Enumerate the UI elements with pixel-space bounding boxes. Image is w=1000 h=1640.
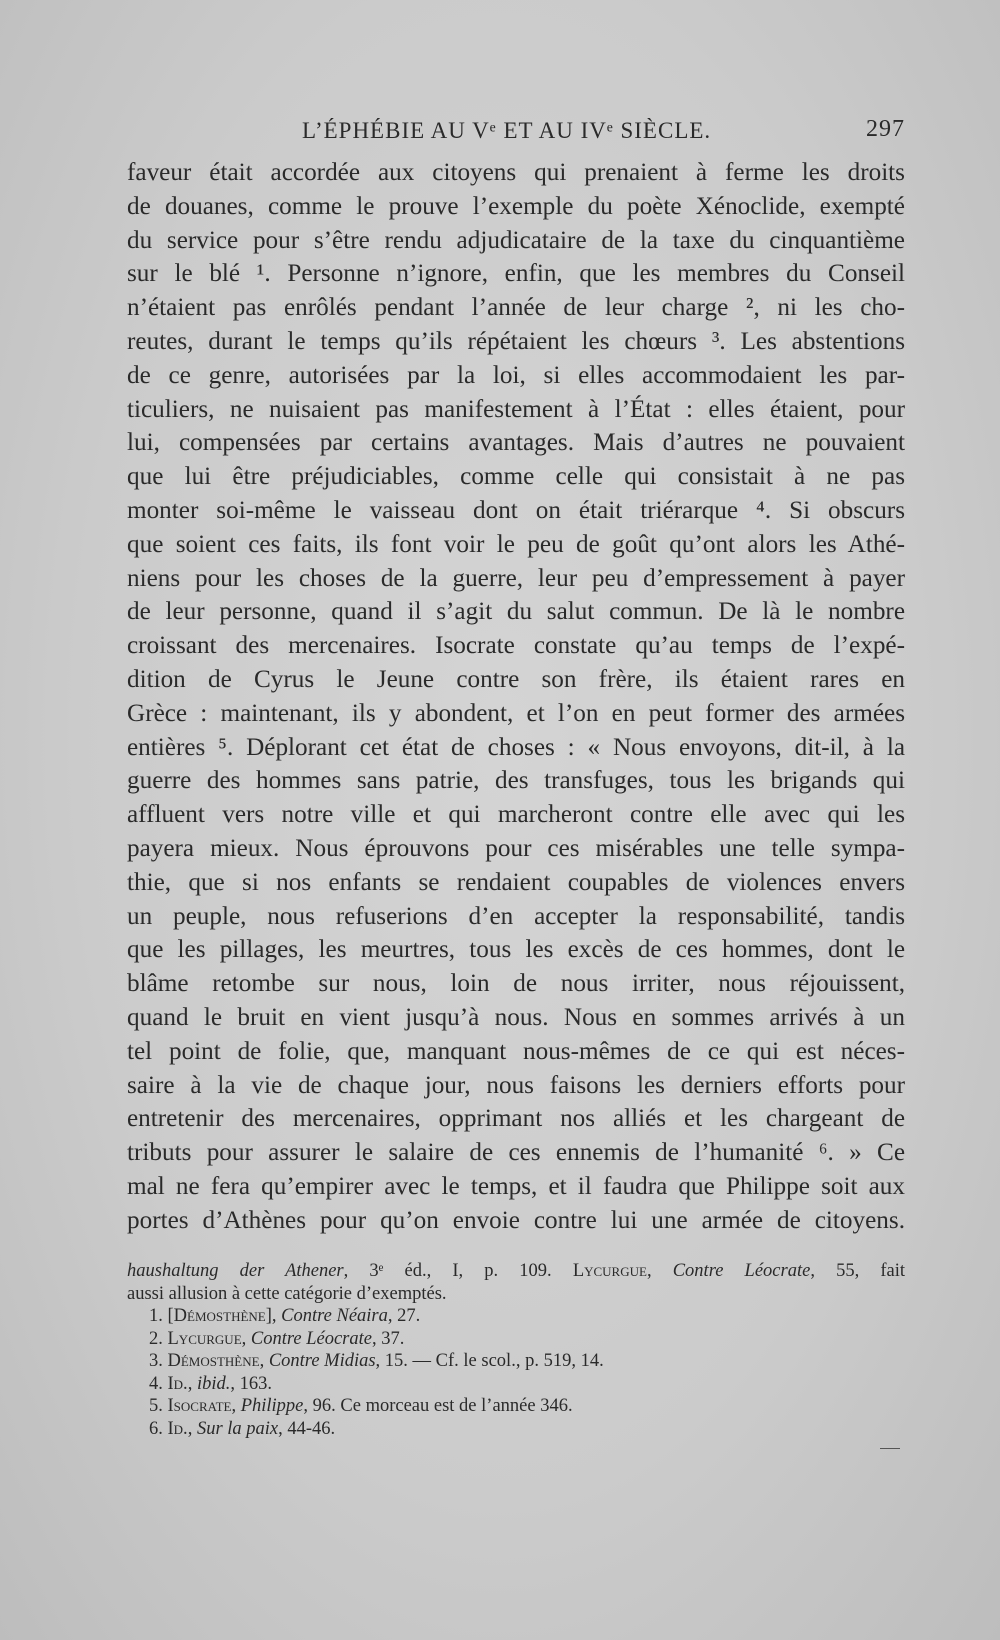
text-line: n’étaient pas enrôlés pendant l’année de leur charge ², ni les cho- — [127, 294, 905, 322]
running-header — [127, 112, 905, 146]
text-line: portes d’Athènes pour qu’on envoie contre lui une armée de citoyens. — [127, 1206, 905, 1234]
text-line: thie, que si nos enfants se rendaient coupables de violences envers — [127, 868, 905, 896]
text-line: ticuliers, ne nuisaient pas manifestement à l’État : elles étaient, pour — [127, 395, 905, 423]
main-text — [127, 156, 905, 1238]
text-line: tributs pour assurer le salaire de ces ennemis de l’humanité ⁶. » Ce — [127, 1139, 905, 1167]
text-line: blâme retombe sur nous, loin de nous irriter, nous réjouissent, — [127, 970, 905, 998]
text-line: tel point de folie, que, manquant nous-mêmes de ce qui est néces- — [127, 1037, 905, 1065]
text-line: de douanes, comme le prouve l’exemple du poète Xénoclide, exempté — [127, 192, 905, 220]
text-line: dition de Cyrus le Jeune contre son frère, ils étaient rares en — [127, 665, 905, 693]
footnote-3: 3. Démosthène, Contre Midias, 15. — Cf. le scol., p. 519, 14. — [149, 1351, 604, 1371]
footnote-5: 5. Isocrate, Philippe, 96. Ce morceau est de l’année 346. — [149, 1396, 573, 1416]
footnote-title: haushaltung der Athener — [127, 1261, 344, 1281]
text-line: niens pour les choses de la guerre, leur peu d’empressement à payer — [127, 564, 905, 592]
footnote-work: ibid. — [196, 1373, 231, 1394]
footnote-author: [Démosthène] — [167, 1306, 272, 1326]
footnote-work: Sur la paix — [196, 1418, 279, 1439]
text-line: que les pillages, les meurtres, tous les excès de ces hommes, dont le — [127, 936, 905, 964]
footnote-work: Contre Néaira — [281, 1306, 388, 1326]
footnote-work: Contre Léocrate — [672, 1261, 811, 1281]
text-line: Grèce : maintenant, ils y abondent, et l’on en peut former des armées — [127, 699, 905, 727]
footnote-work: Contre Léocrate — [250, 1328, 372, 1349]
footnote-continuation: haushaltung der Athener, 3ᵉ éd., I, p. 109. Lycurgue, Contre Léocrate, 55, fait — [127, 1261, 905, 1281]
footnote-author: Isocrate — [167, 1396, 232, 1416]
footnote-author: Démosthène — [167, 1351, 260, 1371]
text-line: un peuple, nous refuserions d’en accepter la responsabilité, tandis — [127, 902, 905, 930]
text-line: que soient ces faits, ils font voir le peu de goût qu’ont alors les Athé- — [127, 530, 905, 558]
footnote-work: Contre Midias — [268, 1351, 376, 1371]
footnote-author: Lycurgue — [167, 1328, 242, 1349]
footnote-author: Lycurgue — [572, 1261, 647, 1281]
text-line: du service pour s’être rendu adjudicataire de la taxe du cinquantième — [127, 226, 905, 254]
footnote-4: 4. Id., ibid., 163. — [149, 1373, 272, 1394]
footnote-1: 1. [Démosthène], Contre Néaira, 27. — [149, 1306, 421, 1326]
page-number: 297 — [866, 116, 905, 142]
text-line: affluent vers notre ville et qui marcheront contre elle avec qui les — [127, 801, 905, 829]
footnote-6: 6. Id., Sur la paix, 44-46. — [149, 1418, 336, 1439]
text-line: monter soi-même le vaisseau dont on était triérarque ⁴. Si obscurs — [127, 496, 905, 524]
text-line: mal ne fera qu’empirer avec le temps, et il faudra que Philippe soit aux — [127, 1172, 905, 1200]
running-title: L’ÉPHÉBIE AU Vᵉ ET AU IVᵉ SIÈCLE. — [302, 118, 712, 143]
text-line: saire à la vie de chaque jour, nous faisons les derniers efforts pour — [127, 1071, 905, 1099]
footnote-2: 2. Lycurgue, Contre Léocrate, 37. — [149, 1328, 405, 1349]
footnote-author: Id. — [167, 1418, 188, 1439]
text-line: lui, compensées par certains avantages. Mais d’autres ne pouvaient — [127, 429, 905, 457]
text-line: de ce genre, autorisées par la loi, si elles accommodaient les par- — [127, 361, 905, 389]
text-line: sur le blé ¹. Personne n’ignore, enfin, que les membres du Conseil — [127, 260, 905, 288]
footnote-work: Philippe — [240, 1396, 304, 1416]
text-line: reutes, durant le temps qu’ils répétaient les chœurs ³. Les abstentions — [127, 327, 905, 355]
footnote-continuation-line: aussi allusion à cette catégorie d’exemptés. — [127, 1283, 447, 1304]
page-rule — [880, 1448, 900, 1449]
text-line: entières ⁵. Déplorant cet état de choses : « Nous envoyons, dit-il, à la — [127, 733, 905, 761]
text-line: entretenir des mercenaires, opprimant nos alliés et les chargeant de — [127, 1105, 905, 1133]
text-line: de leur personne, quand il s’agit du salut commun. De là le nombre — [127, 598, 905, 626]
text-line: que lui être préjudiciables, comme celle qui consistait à ne pas — [127, 463, 905, 491]
text-line: payera mieux. Nous éprouvons pour ces misérables une telle sympa- — [127, 834, 905, 862]
text-line: croissant des mercenaires. Isocrate constate qu’au temps de l’expé- — [127, 632, 905, 660]
footnote-author: Id. — [167, 1373, 188, 1394]
text-line: faveur était accordée aux citoyens qui prenaient à ferme les droits — [127, 159, 905, 186]
text-line: guerre des hommes sans patrie, des transfuges, tous les brigands qui — [127, 767, 905, 795]
text-line: quand le bruit en vient jusqu’à nous. Nous en sommes arrivés à un — [127, 1003, 905, 1031]
footnotes — [127, 1260, 905, 1440]
